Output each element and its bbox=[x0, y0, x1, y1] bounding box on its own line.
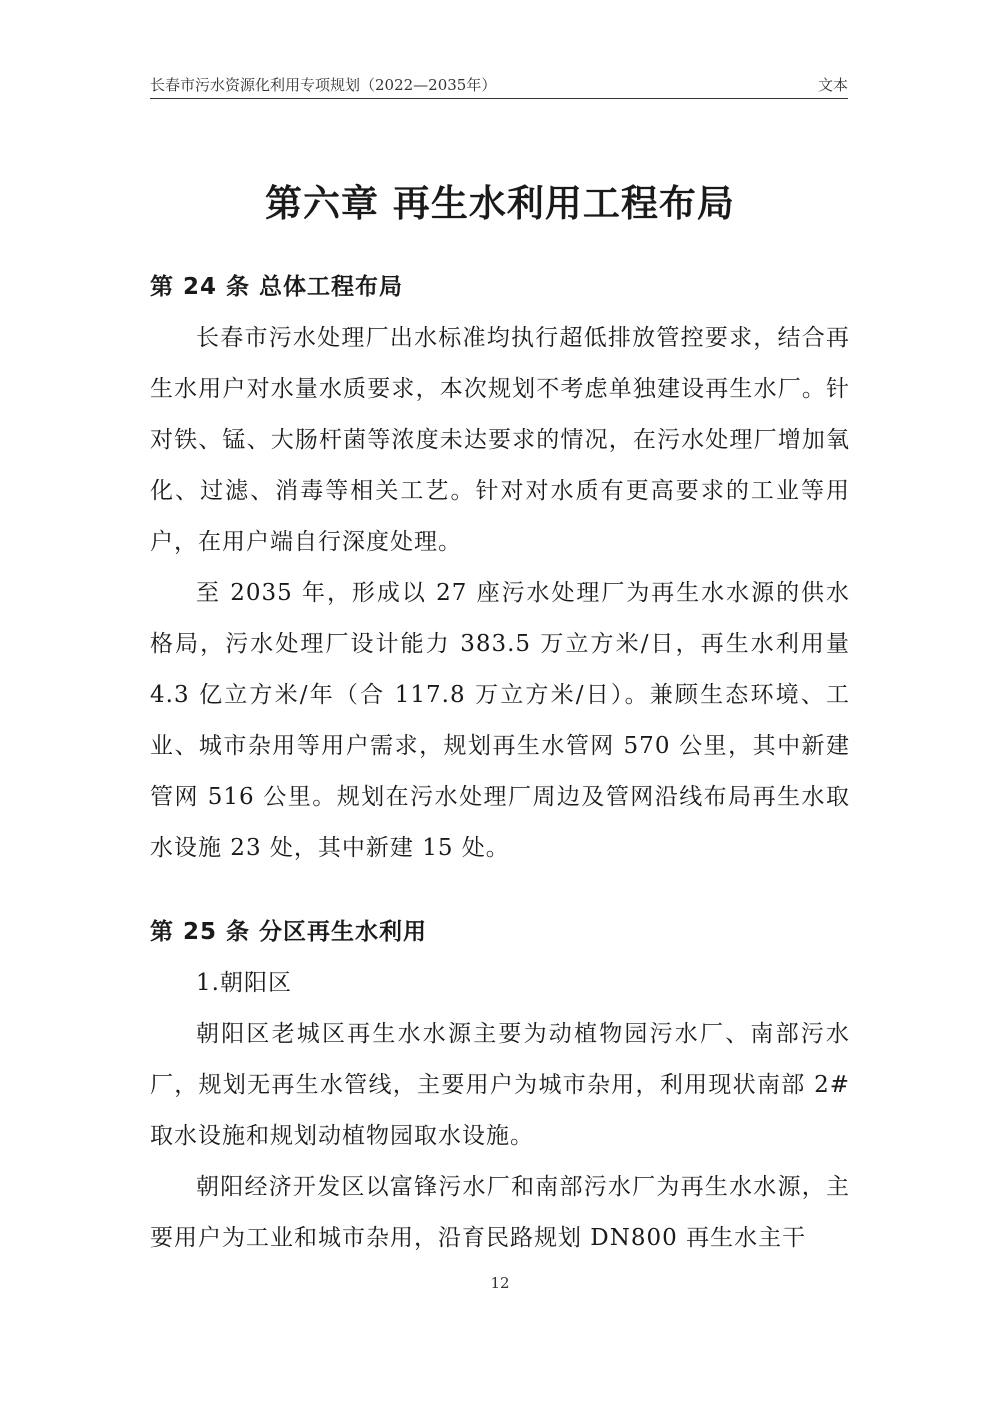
page-content bbox=[150, 262, 850, 1264]
article-24-heading: 第 24 条 总体工程布局 bbox=[150, 274, 404, 300]
article-25-paragraph-2: 朝阳经济开发区以富锋污水厂和南部污水厂为再生水水源，主要用户为工业和城市杂用，沿育民路规划 DN800 再生水主干 bbox=[150, 1174, 850, 1251]
chapter-title: 第六章 再生水利用工程布局 bbox=[265, 182, 735, 225]
article-25-heading: 第 25 条 分区再生水利用 bbox=[150, 919, 428, 945]
article-24-paragraph-1: 长春市污水处理厂出水标准均执行超低排放管控要求，结合再生水用户对水量水质要求，本次规划不考虑单独建设再生水厂。针对铁、锰、大肠杆菌等浓度未达要求的情况，在污水处理厂增加氧化、过滤、消毒等相关工艺。针对对水质有更高要求的工业等用户，在用户端自行深度处理。 bbox=[150, 325, 850, 555]
district-subheading: 1.朝阳区 bbox=[196, 970, 292, 996]
document-type-label: 文本 bbox=[817, 76, 848, 94]
page-header bbox=[150, 72, 848, 99]
article-25-paragraph-1: 朝阳区老城区再生水水源主要为动植物园污水厂、南部污水厂，规划无再生水管线，主要用户为城市杂用，利用现状南部 2#取水设施和规划动植物园取水设施。 bbox=[150, 1021, 850, 1149]
page-number: 12 bbox=[490, 1274, 510, 1292]
article-24-paragraph-2: 至 2035 年，形成以 27 座污水处理厂为再生水水源的供水格局，污水处理厂设计能力 383.5 万立方米/日，再生水利用量 4.3 亿立方米/年（合 117.8 万立方米/日）。兼顾生态环境、工业、城市杂用等用户需求，规划再生水管网 570 公里，其中新建管网 516 公里。规划在污水处理厂周边及管网沿线布局再生水取水设施 23 处，其中新建 15 处。 bbox=[150, 580, 850, 861]
document-title: 长春市污水资源化利用专项规划（2022—2035年） bbox=[150, 76, 497, 94]
